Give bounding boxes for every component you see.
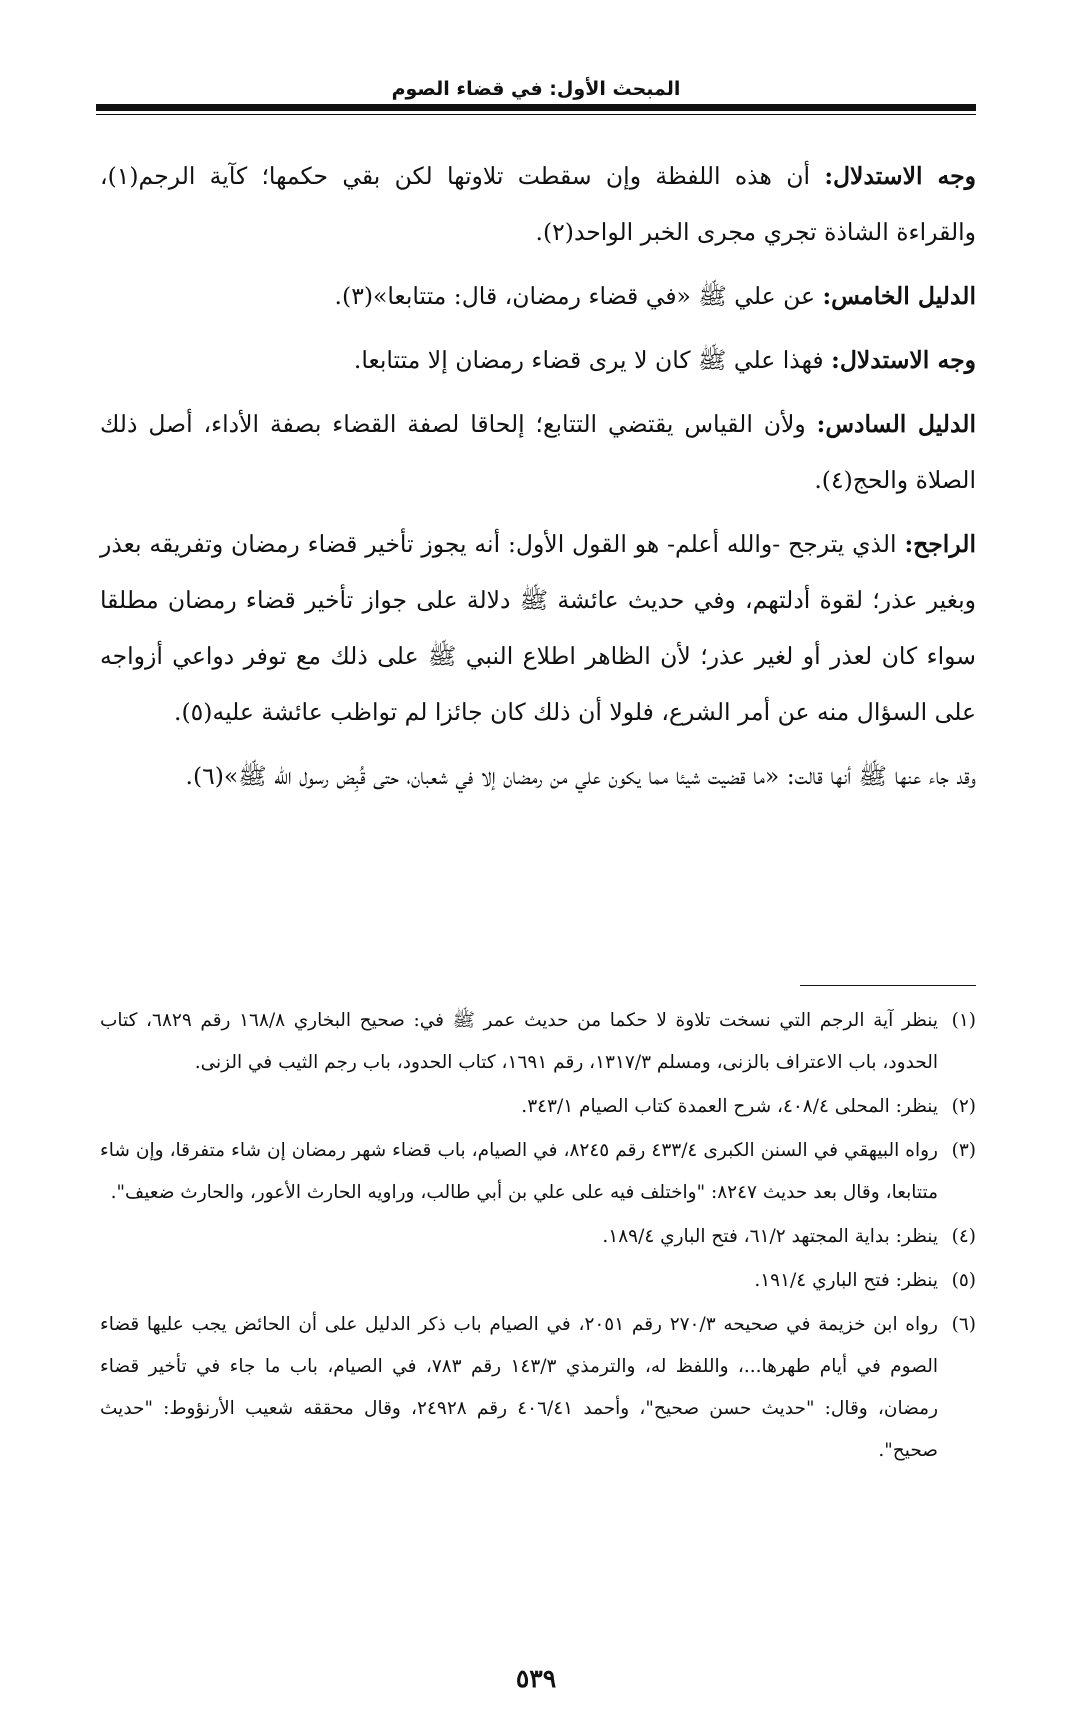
paragraph <box>100 516 976 740</box>
footnote-text: رواه ابن خزيمة في صحيحه ٢٧٠/٣ رقم ٢٠٥١، في الصيام باب ذكر الدليل على أن الحائض يجب عليها قضاء الصوم في أيام طهرها...، واللفظ له، والترمذي ١٤٣/٣ رقم ٧٨٣، في الصيام، باب ما جاء في تأخير قضاء رمضان، وقال: "حديث حسن صحيح"، وأحمد ٤٠٦/٤١ رقم ٢٤٩٢٨، وقال محققه شعيب الأرنؤوط: "حديث صحيح". <box>100 1314 939 1461</box>
footnote <box>100 1086 976 1128</box>
footnote <box>100 1260 976 1302</box>
running-head: المبحث الأول: في قضاء الصوم <box>391 78 681 100</box>
paragraph <box>100 148 976 260</box>
footnote-number: (٣) <box>951 1140 976 1161</box>
footnote-number: (٦) <box>951 1314 976 1335</box>
paragraph-text: فهذا علي ﷺ كان لا يرى قضاء رمضان إلا متتابعا. <box>353 346 832 374</box>
main-text <box>100 148 976 812</box>
footnote-number: (٢) <box>951 1096 976 1117</box>
footnote-text: رواه البيهقي في السنن الكبرى ٤٣٣/٤ رقم ٨٢٤٥، في الصيام، باب قضاء شهر رمضان إن شاء متفرقا، وإن شاء متتابعا، وقال بعد حديث ٨٢٤٧: "واختلف فيه على علي بن أبي طالب، وراويه الحارث الأعور، والحارث ضعيف". <box>100 1140 938 1203</box>
footnote-text: ينظر آية الرجم التي نسخت تلاوة لا حكما من حديث عمر ﷺ في: صحيح البخاري ١٦٨/٨ رقم ٦٨٢٩، كتاب الحدود، باب الاعتراف بالزنى، ومسلم ١٣١٧/٣، رقم ١٦٩١، كتاب الحدود، باب رجم الثيب في الزنى. <box>100 1010 939 1073</box>
footnote-text: ينظر: فتح الباري ١٩١/٤. <box>754 1270 938 1291</box>
paragraph-text: أن هذه اللفظة وإن سقطت تلاوتها لكن بقي حكمها؛ كآية الرجم(١)، والقراءة الشاذة تجري مجرى الخبر الواحد(٢). <box>100 162 976 246</box>
footnote-number: (١) <box>951 1010 976 1031</box>
paragraph <box>100 332 976 388</box>
footnotes <box>100 1000 976 1474</box>
paragraph-lead: وجه الاستدلال: <box>824 162 976 190</box>
footnote <box>100 1130 976 1214</box>
paragraph-text: الذي يترجح -والله أعلم- هو القول الأول: أنه يجوز تأخير قضاء رمضان وتفريقه بعذر وبغير عذر؛ لقوة أدلتهم، وفي حديث عائشة ﷺ دلالة على جواز تأخير قضاء رمضان مطلقا سواء كان لعذر أو لغير عذر؛ لأن الظاهر اطلاع النبي ﷺ على ذلك مع توفر دواعي أزواجه على السؤال منه عن أمر الشرع، فلولا أن ذلك كان جائزا لم تواظب عائشة عليه(٥). <box>100 530 976 726</box>
paragraph-lead: الراجح: <box>904 530 976 558</box>
footnote <box>100 1304 976 1472</box>
footnote <box>100 1216 976 1258</box>
paragraph <box>100 748 976 804</box>
paragraph-lead: الدليل الخامس: <box>822 282 976 310</box>
header-rule-thick <box>96 104 976 111</box>
footnote-text: ينظر: المحلى ٤٠٨/٤، شرح العمدة كتاب الصيام ٣٤٣/١. <box>521 1096 938 1117</box>
paragraph-text: ولأن القياس يقتضي التتابع؛ إلحاقا لصفة القضاء بصفة الأداء، أصل ذلك الصلاة والحج(٤). <box>100 410 976 494</box>
paragraph-lead: الدليل السادس: <box>816 410 976 438</box>
paragraph <box>100 268 976 324</box>
footnote-text: ينظر: بداية المجتهد ٦١/٢، فتح الباري ١٨٩/٤. <box>602 1226 938 1247</box>
paragraph-lead: وجه الاستدلال: <box>831 346 976 374</box>
paragraph <box>100 396 976 508</box>
footnote-separator <box>800 985 976 986</box>
paragraph-text: عن علي ﷺ «في قضاء رمضان، قال: متتابعا»(٣). <box>334 282 823 310</box>
header-rule-thin <box>96 114 976 115</box>
footnote-number: (٥) <box>951 1270 976 1291</box>
paragraph-text: وقد جاء عنها ﷺ أنها قالت: «ما قضيت شيئا مما يكون علي من رمضان إلا في شعبان، حتى قُبِض رسول الله ﷺ»(٦). <box>185 762 976 790</box>
footnote-number: (٤) <box>951 1226 976 1247</box>
footnote <box>100 1000 976 1084</box>
page-number: ٥٣٩ <box>515 1664 557 1693</box>
